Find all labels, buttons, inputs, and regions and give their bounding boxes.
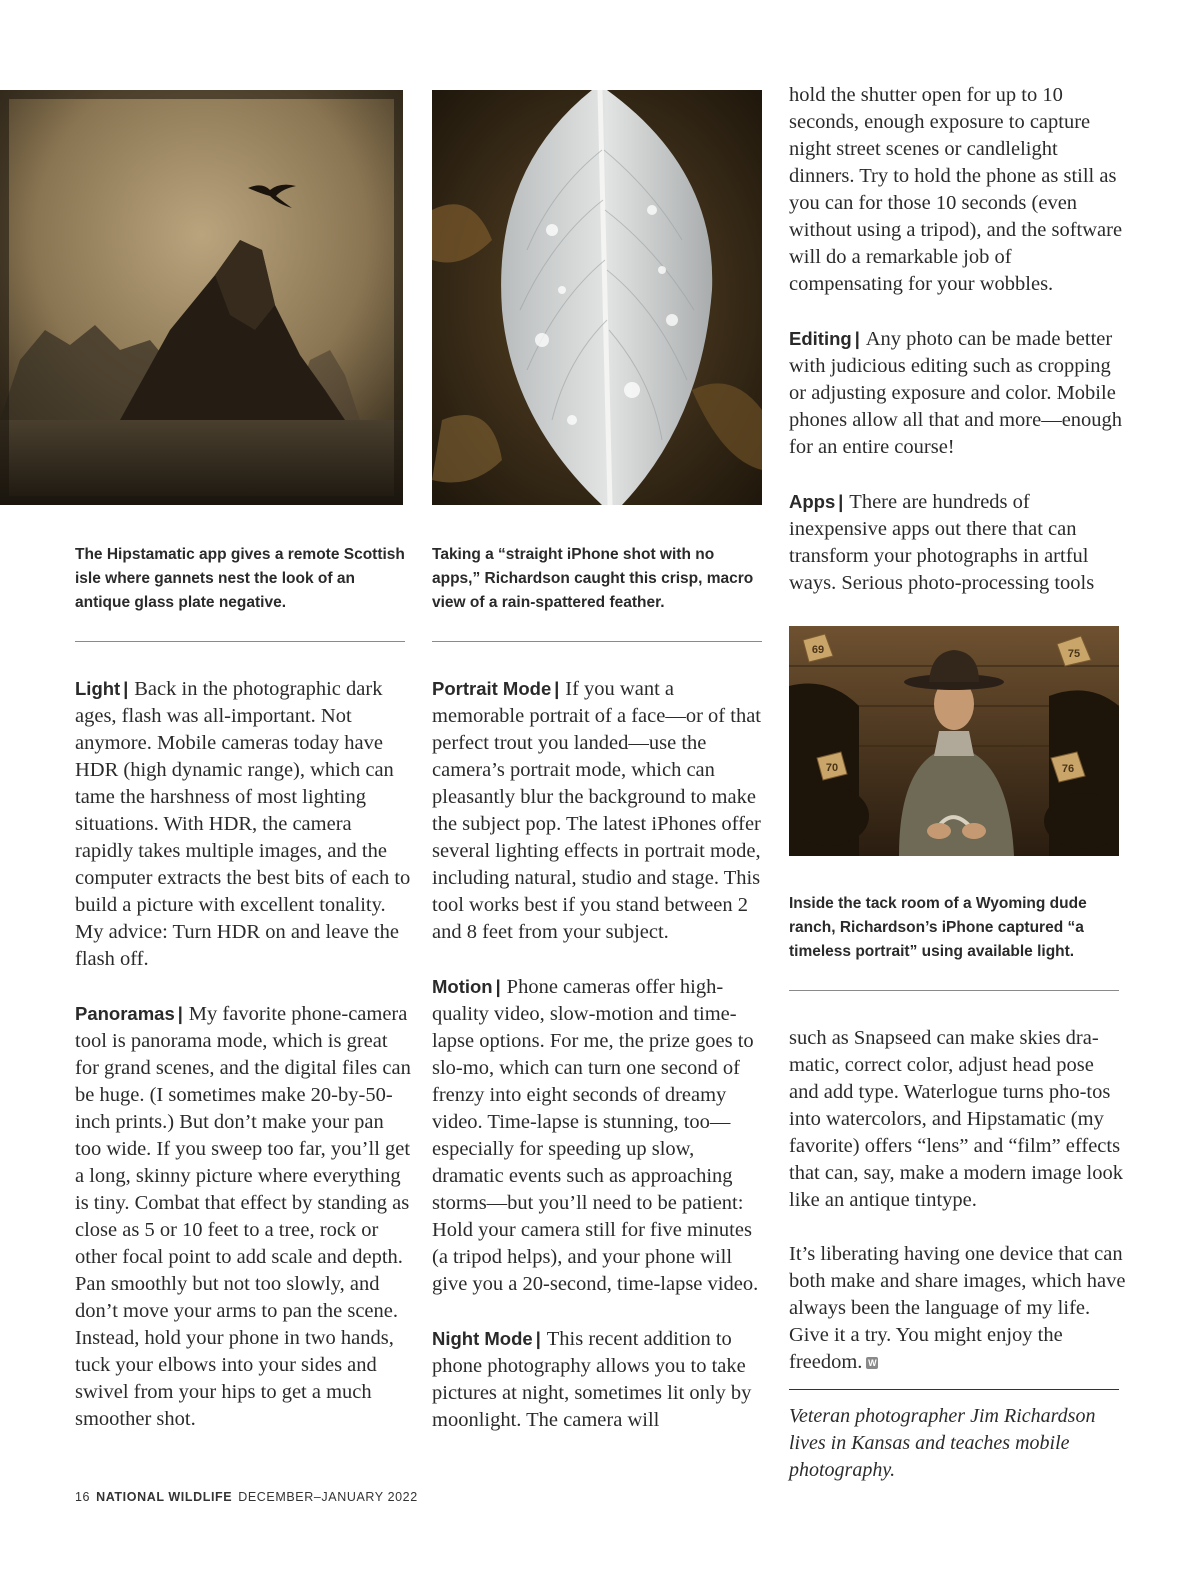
page-number: 16 xyxy=(75,1490,91,1504)
heading-separator: | xyxy=(854,329,860,349)
night-continued: hold the shutter open for up to 10 seconds, enough exposure to capture night street scenes or candlelight dinners. Try to hold the phone as still as you can for those 10 seconds (even without using a tripod), and the software will do a remarkable job of compensating for your wobbles. xyxy=(789,84,1123,295)
tag-label: 76 xyxy=(1061,763,1075,775)
heading-separator: | xyxy=(535,1329,541,1349)
closing-text: It’s liberating having one device that can both make and share images, which have always been the language of my life. Give it a try. You might enjoy the freedom. xyxy=(789,1243,1126,1373)
heading-separator: | xyxy=(123,679,129,699)
section-light xyxy=(75,675,413,973)
tack-caption: Inside the tack room of a Wyoming dude ranch, Richardson’s iPhone captured “a timeless portrait” using available light. xyxy=(789,895,1087,960)
caption-divider-left xyxy=(75,641,405,642)
tack-room-photo xyxy=(789,626,1119,856)
section-editing xyxy=(789,325,1127,461)
column-left xyxy=(75,675,413,1433)
body-editing: Any photo can be made better with judicious editing such as cropping or adjusting exposure and color. Mobile phones allow all that and more—enough for an entire course! xyxy=(789,328,1123,458)
column-right-bottom xyxy=(789,1025,1127,1376)
heading-motion: Motion xyxy=(432,976,493,997)
bio-divider xyxy=(789,1389,1119,1390)
heading-separator: | xyxy=(177,1004,183,1024)
body-night: This recent addition to phone photography allows you to take pictures at night, sometimes lit only by moonlight. The camera will xyxy=(432,1328,752,1431)
tag-label: 70 xyxy=(825,762,839,774)
section-night xyxy=(432,1325,770,1434)
caption-divider-middle xyxy=(432,641,762,642)
page-footer xyxy=(75,1490,418,1504)
feather-caption: Taking a “straight iPhone shot with no apps,” Richardson caught this crisp, macro view of a rain-spattered feather. xyxy=(432,546,754,611)
body-apps: There are hundreds of inexpensive apps out there that can transform your photographs in artful ways. Serious photo-processing tools xyxy=(789,491,1095,594)
heading-separator: | xyxy=(838,492,844,512)
section-motion xyxy=(432,973,770,1298)
body-light: Back in the photographic dark ages, flash was all-important. Not anymore. Mobile cameras today have HDR (high dynamic range), which can tame the harshness of most lighting situations. With HDR, the camera rapidly takes multiple images, and the computer extracts the best bits of each to build a picture with excellent tonality. My advice: Turn HDR on and leave the flash off. xyxy=(75,678,411,970)
heading-apps: Apps xyxy=(789,491,836,512)
section-apps xyxy=(789,488,1127,597)
heading-editing: Editing xyxy=(789,328,852,349)
caption-divider-right xyxy=(789,990,1119,991)
isle-photo xyxy=(0,90,403,505)
heading-separator: | xyxy=(495,977,501,997)
heading-light: Light xyxy=(75,678,121,699)
body-portrait: If you want a memorable portrait of a face—or of that perfect trout you landed—use the camera’s portrait mode, which can pleasantly blur the background to make the subject pop. The latest iPhones offer several lighting effects in portrait mode, including natural, studio and stage. This tool works best if you stand between 2 and 8 feet from your subject. xyxy=(432,678,761,943)
apps-continued: such as Snapseed can make skies dra-matic, correct color, adjust head pose and add type. Waterlogue turns pho-tos into watercolors, and Hipstamatic (my favorite) offers “lens” and “film” effects that can, say, make a modern image look like an antique tintype. xyxy=(789,1027,1123,1211)
heading-panoramas: Panoramas xyxy=(75,1003,175,1024)
tag-label: 69 xyxy=(811,644,825,656)
isle-caption: The Hipstamatic app gives a remote Scottish isle where gannets nest the look of an antique glass plate negative. xyxy=(75,546,405,611)
column-right-top xyxy=(789,82,1127,597)
tag-label: 75 xyxy=(1067,648,1081,660)
issue-date: DECEMBER–JANUARY 2022 xyxy=(238,1490,418,1504)
body-panoramas: My favorite phone-camera tool is panorama mode, which is great for grand scenes, and the digital files can be huge. (I sometimes make 20-by-50-inch prints.) But don’t make your pan too wide. If you sweep too far, you’ll get a long, skinny picture where everything is tiny. Combat that effect by standing as close as 5 or 10 feet to a tree, rock or other focal point to add scale and depth. Pan smoothly but not too slowly, and don’t move your arms to pan the scene. Instead, hold your phone in two hands, tuck your elbows into your sides and swivel from your hips to get a much smoother shot. xyxy=(75,1003,411,1430)
end-mark-icon: W xyxy=(868,1358,877,1368)
heading-night: Night Mode xyxy=(432,1328,533,1349)
column-middle xyxy=(432,675,770,1434)
section-panoramas xyxy=(75,1000,413,1433)
closing-paragraph xyxy=(789,1241,1127,1376)
author-bio: Veteran photographer Jim Richardson lives in Kansas and teaches mobile photography. xyxy=(789,1405,1096,1481)
heading-separator: | xyxy=(554,679,560,699)
section-portrait xyxy=(432,675,770,946)
heading-portrait: Portrait Mode xyxy=(432,678,552,699)
magazine-name: NATIONAL WILDLIFE xyxy=(96,1490,233,1504)
body-motion: Phone cameras offer high-quality video, slow-motion and time-lapse options. For me, the prize goes to slo-mo, which can turn one second of frenzy into eight seconds of dreamy video. Time-lapse is stunning, too—especially for speeding up slow, dramatic events such as approaching storms—but you’ll need to be patient: Hold your camera still for five minutes (a tripod helps), and your phone will give you a 20-second, time-lapse video. xyxy=(432,976,759,1295)
feather-photo xyxy=(432,90,762,505)
